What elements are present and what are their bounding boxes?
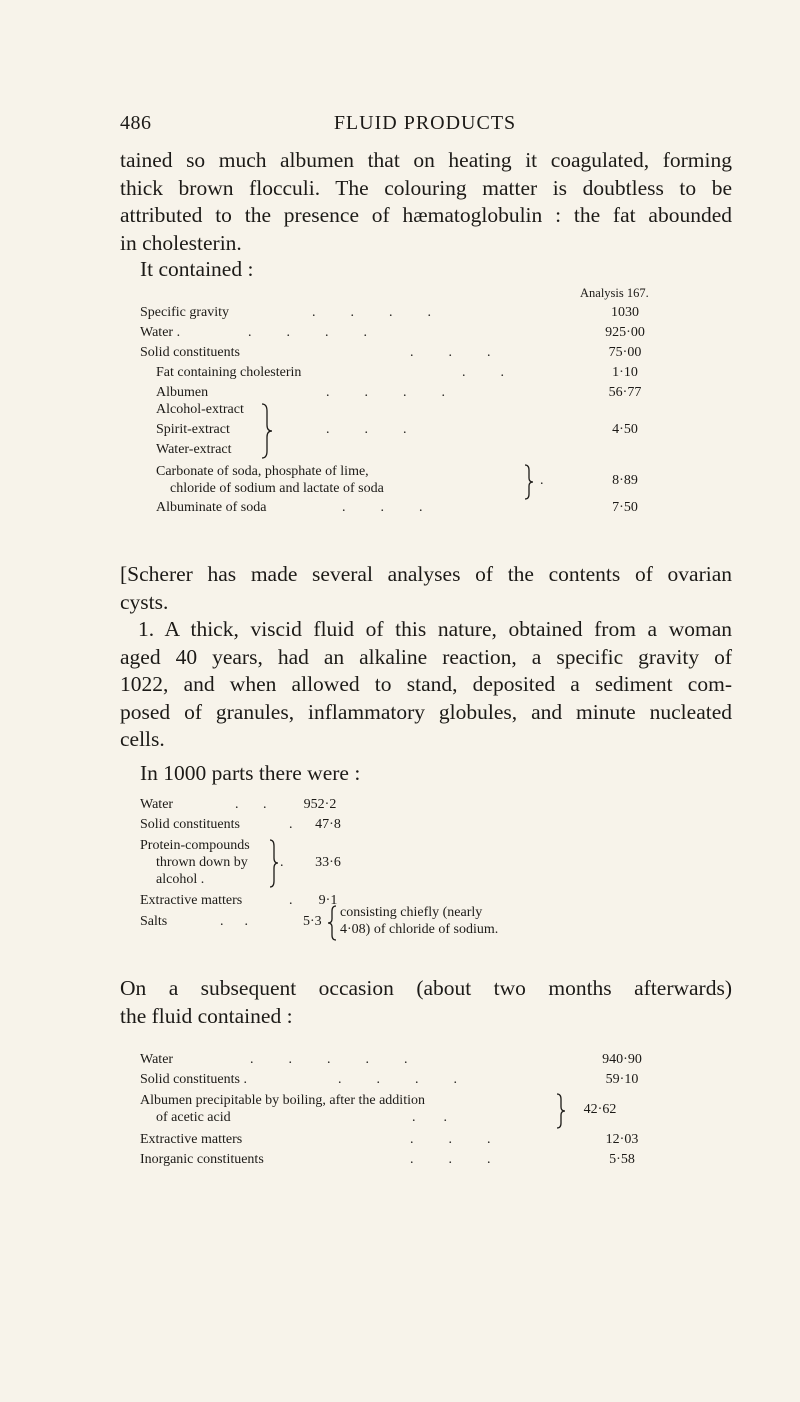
text-line: 1. A thick, viscid fluid of this nature, obtained from a woman [138,617,732,641]
text-line: 1022, and when allowed to stand, deposited a sediment com- [120,672,732,696]
salts-value: 5·3 [303,914,322,929]
table-row-value: 9·1 [318,893,338,908]
extract-label: Alcohol-extract [156,402,244,417]
protein-value: 33·6 [315,855,341,870]
right-brace-icon [260,403,274,459]
text-line: cysts. [120,589,169,614]
table2-intro: In 1000 parts there were : [140,761,361,785]
table-row-value: 12·03 [605,1132,639,1147]
table-row-value: 925·00 [605,325,645,340]
text-line: attributed to the presence of hæmatoglobulin : the fat abounded [120,203,732,227]
text-line: in cholesterin. [120,230,242,255]
table-row-label: Albumen [156,385,209,400]
text-line: thick brown flocculi. The colouring matter is doubtless to be [120,175,732,200]
carbonate-line: Carbonate of soda, phosphate of lime, [156,464,369,479]
subsequent-table: Water . . . . . 940·90 Solid constituents . . . . . 59·10 Albumen precipitable by boiling, after the addition of acetic acid . . 42·62 Extractive matters . . . 12·03 Inorganic constituents . . . 5·58 [140,1050,740,1170]
protein-line: thrown down by [156,855,248,870]
table-row-value: 59·10 [605,1072,639,1087]
table-row-value: 75·00 [608,345,642,360]
table-row-label: Albuminate of soda [156,500,267,515]
albumen-value: 42·62 [583,1102,617,1117]
salts-note: 4·08) of chloride of sodium. [340,922,499,937]
intro-paragraph [120,147,732,257]
extract-label: Spirit-extract [156,422,230,437]
table-row-label: Extractive matters [140,1132,243,1147]
text-line: posed of granules, inflammatory globules, and minute nucleated [120,699,732,724]
salts-note: consisting chiefly (nearly [340,905,483,920]
text-line: tained so much albumen that on heating it coagulated, forming [120,148,732,172]
right-brace-icon [555,1093,567,1129]
table-row-label: Inorganic constituents [140,1152,264,1167]
analysis-table: Analysis 167. Specific gravity . . . . 1030 Water . . . . . 925·00 Solid constituents . . . 75·00 Fat containing cholesterin . . 1·10 Albumen . . . . 56·77 [120,280,740,420]
page-header [120,112,730,142]
extracts-value: 4·50 [612,422,638,437]
table-row-label: Water [140,1052,174,1067]
table-row-label: Specific gravity [140,305,230,320]
albumen-line: Albumen precipitable by boiling, after the addition [140,1093,425,1108]
parts-table: Water . . 952·2 Solid constituents . 47·8 Protein-compounds thrown down by alcohol . . 33·6 Extractive matters . 9·1 Salts . . 5·3 consisting chiefly (nearly 4·08) of chloride of sodium. [140,795,740,945]
page-number: 486 [120,112,152,134]
table-row-value: 5·58 [609,1152,635,1167]
text-line: aged 40 years, had an alkaline reaction, a specific gravity of [120,644,732,669]
table-row-label: Solid constituents . [140,1072,247,1087]
carbonate-line: chloride of sodium and lactate of soda [170,481,384,496]
text-line: [Scherer has made several analyses of the contents of ovarian [120,562,732,586]
table-row-value: 7·50 [612,500,638,515]
right-brace-icon [268,839,280,889]
table-row-label: Extractive matters [140,893,243,908]
table-row-label: Water . [140,325,181,340]
text-line: cells. [120,727,165,751]
table-row-label: Solid constituents [140,817,240,832]
scherer-paragraph [120,561,732,754]
table-row-value: 952·2 [303,797,337,812]
table-row-label: Solid constituents [140,345,240,360]
table-row-label: Salts [140,914,168,929]
analysis-table-cont: Alcohol-extract Spirit-extract Water-extract . . . 4·50 Carbonate of soda, phosphate of lime, chloride of sodium and lactate of soda . 8·89 Albuminate of soda . . . 7·50 [120,400,740,540]
table-row-value: 1·10 [612,365,638,380]
protein-line: alcohol . [156,872,205,887]
protein-line: Protein-compounds [140,838,250,853]
extract-label: Water-extract [156,442,232,457]
table-row-value: 940·90 [602,1052,642,1067]
running-title: FLUID PRODUCTS [333,112,517,134]
carbonate-value: 8·89 [612,473,638,488]
text-line: On a subsequent occasion (about two months afterwards) [120,976,732,1000]
column-header: Analysis 167. [580,286,649,300]
table-row-value: 47·8 [315,817,341,832]
albumen-line: of acetic acid [156,1110,231,1125]
table-row-label: Water [140,797,174,812]
left-brace-icon [326,905,338,941]
right-brace-icon [523,464,535,500]
table-row-value: 56·77 [608,385,642,400]
subsequent-paragraph [120,975,732,1030]
table-row-label: Fat containing cholesterin [156,365,302,380]
table-row-value: 1030 [611,305,639,320]
text-line: the fluid contained : [120,1003,293,1028]
table1-intro: It contained : [140,257,254,281]
